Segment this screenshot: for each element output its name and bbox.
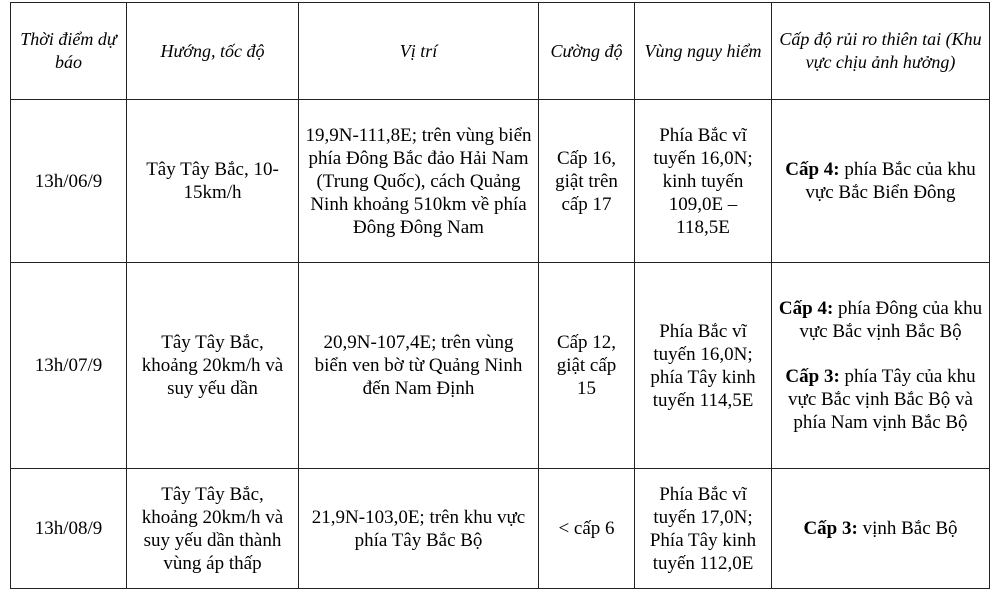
risk-entry bbox=[778, 158, 983, 204]
table-row bbox=[11, 469, 990, 589]
header-intensity: Cường độ bbox=[539, 3, 635, 100]
risk-area: phía Bắc của khu vực Bắc Biển Đông bbox=[805, 159, 976, 203]
cell-direction: Tây Tây Bắc, khoảng 20km/h và suy yếu dần thành vùng áp thấp bbox=[127, 469, 299, 589]
risk-entry bbox=[778, 297, 983, 343]
header-danger-zone: Vùng nguy hiểm bbox=[635, 3, 772, 100]
risk-area: vịnh Bắc Bộ bbox=[862, 518, 958, 539]
cell-position: 21,9N-103,0E; trên khu vực phía Tây Bắc Bộ bbox=[299, 469, 539, 589]
cell-danger-zone: Phía Bắc vĩ tuyến 17,0N; Phía Tây kinh tuyến 112,0E bbox=[635, 469, 772, 589]
cell-danger-zone: Phía Bắc vĩ tuyến 16,0N; phía Tây kinh tuyến 114,5E bbox=[635, 263, 772, 469]
cell-intensity: Cấp 12, giật cấp 15 bbox=[539, 263, 635, 469]
header-time: Thời điểm dự báo bbox=[11, 3, 127, 100]
cell-position: 20,9N-107,4E; trên vùng biển ven bờ từ Quảng Ninh đến Nam Định bbox=[299, 263, 539, 469]
header-position: Vị trí bbox=[299, 3, 539, 100]
risk-area: phía Đông của khu vực Bắc vịnh Bắc Bộ bbox=[799, 298, 983, 342]
cell-time: 13h/08/9 bbox=[11, 469, 127, 589]
cell-direction: Tây Tây Bắc, khoảng 20km/h và suy yếu dần bbox=[127, 263, 299, 469]
cell-time: 13h/06/9 bbox=[11, 100, 127, 263]
cell-position: 19,9N-111,8E; trên vùng biển phía Đông Bắc đảo Hải Nam (Trung Quốc), cách Quảng Ninh khoảng 510km về phía Đông Đông Nam bbox=[299, 100, 539, 263]
cell-direction: Tây Tây Bắc, 10-15km/h bbox=[127, 100, 299, 263]
header-row bbox=[11, 3, 990, 100]
risk-level: Cấp 4: bbox=[778, 298, 834, 319]
risk-level: Cấp 4: bbox=[785, 159, 840, 180]
cell-time: 13h/07/9 bbox=[11, 263, 127, 469]
header-direction: Hướng, tốc độ bbox=[127, 3, 299, 100]
cell-risk bbox=[772, 469, 990, 589]
forecast-table bbox=[10, 2, 990, 589]
table-row bbox=[11, 263, 990, 469]
cell-risk bbox=[772, 263, 990, 469]
risk-level: Cấp 3: bbox=[785, 366, 840, 387]
risk-entry bbox=[778, 517, 983, 540]
risk-level: Cấp 3: bbox=[803, 518, 858, 539]
cell-intensity: Cấp 16, giật trên cấp 17 bbox=[539, 100, 635, 263]
cell-risk bbox=[772, 100, 990, 263]
table-row bbox=[11, 100, 990, 263]
cell-intensity: < cấp 6 bbox=[539, 469, 635, 589]
risk-area: phía Tây của khu vực Bắc vịnh Bắc Bộ và phía Nam vịnh Bắc Bộ bbox=[788, 366, 976, 433]
cell-danger-zone: Phía Bắc vĩ tuyến 16,0N; kinh tuyến 109,0E – 118,5E bbox=[635, 100, 772, 263]
header-risk: Cấp độ rủi ro thiên tai (Khu vực chịu ảnh hưởng) bbox=[772, 3, 990, 100]
risk-entry bbox=[778, 365, 983, 434]
